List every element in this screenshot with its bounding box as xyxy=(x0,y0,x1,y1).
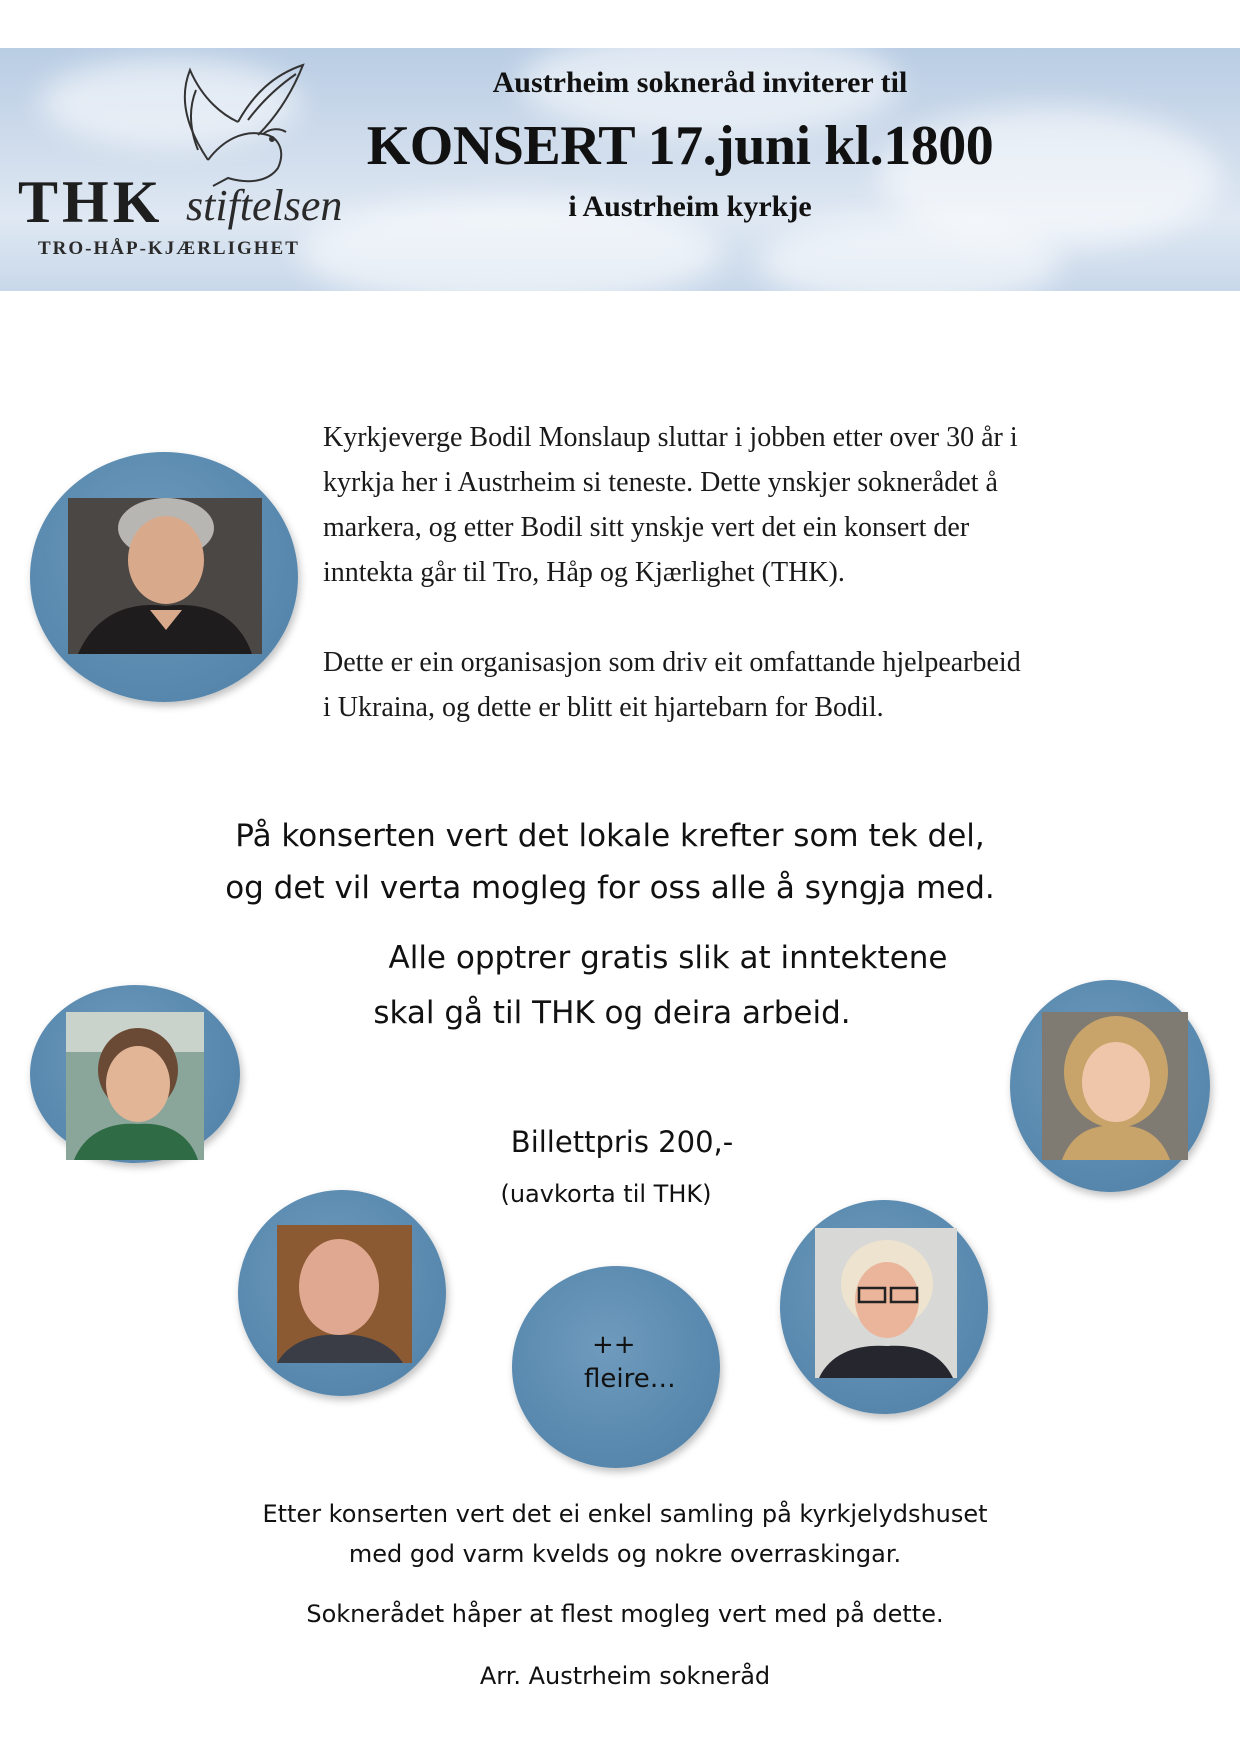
arranger-line: Arr. Austrheim sokneråd xyxy=(479,1662,771,1690)
hope-line: Soknerådet håper at flest mogleg vert med på dette. xyxy=(306,1600,944,1628)
intro-paragraph-1 xyxy=(323,415,1163,595)
portrait-photo-performer-3 xyxy=(277,1225,412,1363)
after-concert-line-2: med god varm kvelds og nokre overraskingar. xyxy=(348,1540,902,1568)
person-icon xyxy=(815,1228,957,1378)
invite-line: Austrheim sokneråd inviterer til xyxy=(492,66,908,99)
ticket-price-note: (uavkorta til THK) xyxy=(500,1180,712,1208)
concert-lead-line-2: og det vil verta mogleg for oss alle å syngja med. xyxy=(225,870,995,906)
page-title: KONSERT 17.juni kl.1800 xyxy=(366,115,994,177)
concert-lead-line-1: På konserten vert det lokale krefter som tek del, xyxy=(235,818,985,854)
more-plus: ++ xyxy=(592,1330,636,1360)
logo-brand-text: THK xyxy=(18,169,164,235)
free-performance-line-1: Alle opptrer gratis slik at inntektene xyxy=(388,940,948,976)
portrait-photo-performer-4 xyxy=(815,1228,957,1378)
text-line: markera, og etter Bodil sitt ynskje vert det ein konsert der xyxy=(323,512,970,543)
more-text: fleire… xyxy=(584,1364,676,1394)
free-performance-line-2: skal gå til THK og deira arbeid. xyxy=(373,995,851,1031)
text-line: kyrkja her i Austrheim si teneste. Dette ynskjer soknerådet å xyxy=(323,467,998,498)
text-line: i Ukraina, og dette er blitt eit hjartebarn for Bodil. xyxy=(323,692,884,723)
text-line: inntekta går til Tro, Håp og Kjærlighet (THK). xyxy=(323,557,845,588)
venue-line: i Austrheim kyrkje xyxy=(568,190,812,223)
logo-script-text: stiftelsen xyxy=(186,181,343,230)
text-line: Dette er ein organisasjon som driv eit omfattande hjelpearbeid xyxy=(323,647,1021,678)
logo-tagline: TRO-HÅP-KJÆRLIGHET xyxy=(38,238,300,259)
portrait-photo-bodil xyxy=(68,498,262,654)
person-icon xyxy=(68,498,262,654)
more-performers-label xyxy=(548,1328,698,1396)
ticket-price: Billettpris 200,- xyxy=(510,1125,734,1159)
person-icon xyxy=(277,1225,412,1363)
intro-paragraph-2 xyxy=(323,640,1163,730)
dove-icon xyxy=(168,60,308,190)
text-line: Kyrkjeverge Bodil Monslaup sluttar i jobben etter over 30 år i xyxy=(323,422,1018,453)
after-concert-line-1: Etter konserten vert det ei enkel samling på kyrkjelydshuset xyxy=(262,1500,988,1528)
